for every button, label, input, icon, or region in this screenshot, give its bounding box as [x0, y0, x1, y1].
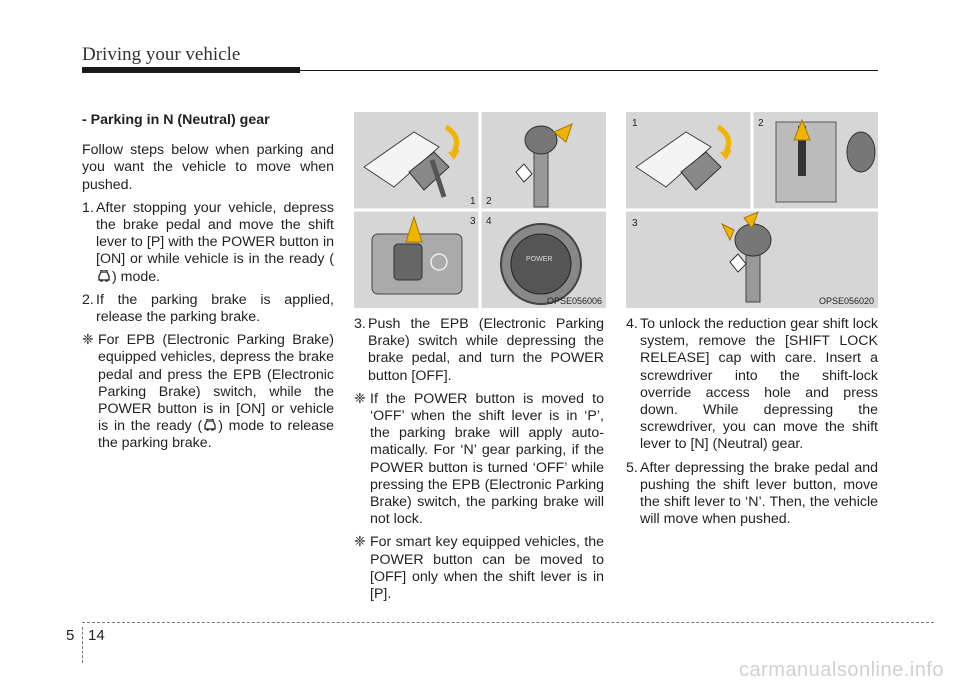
- step-text: To unlock the reduction gear shift lock system, remove the [SHIFT LOCK RELEASE] cap with care. Insert a screwdriver into the shift-lock override access hole and press down. While depressing the screwdriver, you can move the shift lever to [N] (Neutral) gear.: [640, 316, 878, 453]
- note-smart-key: [354, 534, 604, 603]
- step-text-b: ) mode.: [112, 268, 161, 285]
- figure-parking-steps: [354, 112, 606, 308]
- page-number: 14: [88, 627, 105, 644]
- figure-label-4: 4: [486, 216, 492, 227]
- ready-car-icon: [203, 419, 217, 432]
- figure-label-1: 1: [470, 196, 476, 207]
- page-header-title: Driving your vehicle: [82, 44, 241, 65]
- figure-shift-lock-release: [626, 112, 878, 308]
- step-5: [626, 460, 878, 529]
- column-3: [626, 316, 878, 534]
- column-1: [82, 112, 334, 459]
- step-number: 1.: [82, 199, 94, 216]
- footer-divider: [82, 627, 83, 663]
- step-3: [354, 316, 604, 385]
- note-mark-icon: ❈: [354, 390, 366, 407]
- header-rule: [300, 70, 878, 71]
- step-number: 5.: [626, 459, 638, 476]
- step-number: 3.: [354, 316, 366, 332]
- step-number: 2.: [82, 291, 94, 308]
- figure-code: OPSE056006: [546, 296, 602, 306]
- section-subheading: - Parking in N (Neutral) gear: [82, 112, 270, 128]
- figure-label-3: 3: [470, 216, 476, 227]
- figure-parking-steps-illustration: [354, 112, 606, 308]
- note-mark-icon: ❈: [354, 534, 366, 551]
- step-text: Push the EPB (Electronic Parking Brake) switch while depressing the brake pedal, and turn the POWER button [OFF].: [368, 316, 604, 384]
- step-text: If the parking brake is applied, release the parking brake.: [96, 291, 334, 326]
- figure-label-1: 1: [632, 118, 638, 129]
- note-mark-icon: ❈: [82, 332, 94, 349]
- step-2: [82, 292, 334, 326]
- figure-label-2: 2: [758, 118, 764, 129]
- note-text: If the POWER button is moved to ‘OFF’ when the shift lever is in ‘P’, the parking brake will apply auto-matically. For ‘N’ gear parking, if the POWER button is turned ‘OFF’ while pressing the EPB (Electronic Parking Brake) switch, the parking brake will not lock.: [370, 390, 604, 528]
- figure-shift-lock-illustration: [626, 112, 878, 308]
- step-text: [96, 200, 334, 286]
- footer-rule: [82, 622, 934, 623]
- watermark: carmanualsonline.info: [738, 659, 944, 681]
- note-text: [98, 332, 334, 452]
- step-4: [626, 316, 878, 454]
- step-number: 4.: [626, 316, 638, 332]
- step-text-a: After stopping your vehicle, depress the brake pedal and move the shift lever to [P] with the POWER button in [ON] or while vehicle is in the ready (: [96, 199, 334, 268]
- note-epb: [82, 332, 334, 452]
- note-text-b: ) mode to release the parking brake.: [98, 418, 335, 452]
- section-number: 5: [66, 627, 75, 644]
- column-2: [354, 316, 604, 609]
- step-1: [82, 200, 334, 286]
- step-text: After depressing the brake pedal and pushing the shift lever button, move the shift lever to ‘N’. Then, the vehicle will move when pushed.: [640, 459, 878, 528]
- note-text: For smart key equipped vehicles, the POWER button can be moved to [OFF] only when the shift lever is in [P].: [370, 534, 604, 603]
- note-power-off: [354, 391, 604, 529]
- figure-label-2: 2: [486, 196, 492, 207]
- figure-label-3: 3: [632, 218, 638, 229]
- header-bar: [82, 67, 300, 73]
- figure-code: OPSE056020: [818, 296, 874, 306]
- ready-car-icon: [97, 270, 111, 283]
- intro-paragraph: Follow steps below when parking and you want the vehicle to move when pushed.: [82, 142, 334, 193]
- power-button-text: POWER: [526, 256, 553, 263]
- note-text-a: For EPB (Electronic Parking Brake) equipped vehicles, depress the brake pedal and press the EPB (Electronic Parking Brake) switch, while the POWER button is in [ON] or vehicle is in the ready (: [98, 332, 334, 435]
